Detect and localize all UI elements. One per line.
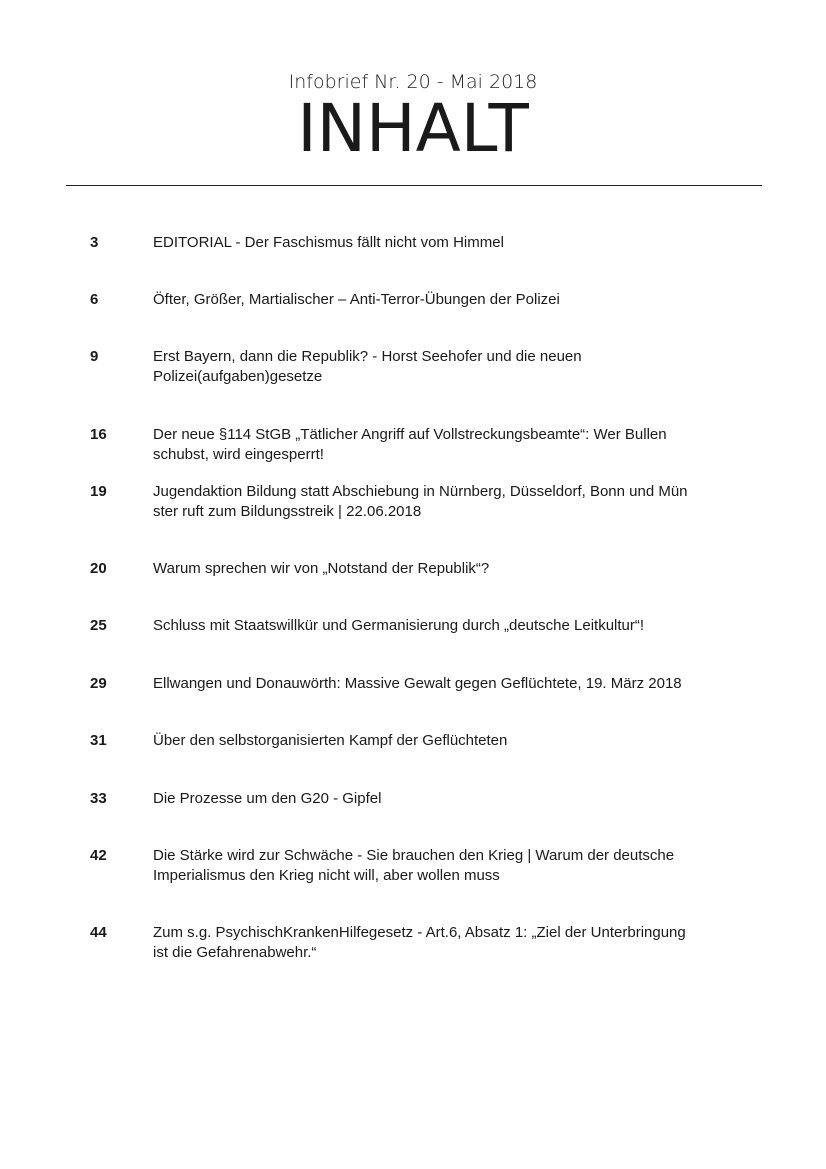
toc-page-number: 6 [90, 291, 99, 308]
issue-subtitle: Infobrief Nr. 20 - Mai 2018 [288, 71, 538, 93]
toc-title-line: Warum sprechen wir von „Notstand der Republik“? [153, 560, 490, 577]
toc-title [153, 482, 738, 522]
toc-title-line: Ellwangen und Donauwörth: Massive Gewalt gegen Geflüchtete, 19. März 2018 [153, 675, 682, 692]
toc-title-line: EDITORIAL - Der Faschismus fällt nicht vom Himmel [153, 234, 504, 251]
toc-title-line: Der neue §114 StGB „Tätlicher Angriff auf Vollstreckungsbeamte“: Wer Bullen [153, 426, 667, 443]
toc-title [153, 347, 738, 387]
toc-title-line: Die Prozesse um den G20 - Gipfel [153, 790, 382, 807]
toc-title [153, 616, 738, 636]
toc-title-line: Erst Bayern, dann die Republik? - Horst Seehofer und die neuen [153, 348, 582, 365]
toc-page-number: 33 [90, 790, 107, 807]
toc-title [153, 290, 738, 310]
toc-page-number: 19 [90, 483, 107, 500]
toc-title-line: Öfter, Größer, Martialischer – Anti-Terror-Übungen der Polizei [153, 291, 560, 308]
page-title: INHALT [297, 90, 529, 167]
toc-page-number: 25 [90, 617, 107, 634]
toc-page-number: 20 [90, 560, 107, 577]
toc-title-line: Jugendaktion Bildung statt Abschiebung in Nürnberg, Düsseldorf, Bonn und Mün [153, 483, 688, 500]
toc-title [153, 789, 738, 809]
toc-title [153, 674, 738, 694]
toc-title-line: Über den selbstorganisierten Kampf der Geflüchteten [153, 732, 508, 749]
toc-page-number: 29 [90, 675, 107, 692]
toc-title [153, 923, 738, 963]
toc-page-number: 16 [90, 426, 107, 443]
toc-page-number: 3 [90, 234, 99, 251]
toc-page-number: 44 [90, 924, 107, 941]
toc-title-line: schubst, wird eingesperrt! [153, 446, 324, 463]
toc-page-number: 31 [90, 732, 107, 749]
toc-title-line: Schluss mit Staatswillkür und Germanisierung durch „deutsche Leitkultur“! [153, 617, 645, 634]
toc-title-line: ist die Gefahrenabwehr.“ [153, 944, 317, 961]
toc-title [153, 731, 738, 751]
toc-page-number: 9 [90, 348, 99, 365]
toc-title [153, 233, 738, 253]
toc-title [153, 559, 738, 579]
toc-title-line: ster ruft zum Bildungsstreik | 22.06.2018 [153, 503, 422, 520]
toc-title [153, 425, 738, 465]
toc-title-line: Polizei(aufgaben)gesetze [153, 368, 323, 385]
toc-title-line: Imperialismus den Krieg nicht will, aber wollen muss [153, 867, 500, 884]
toc-page-number: 42 [90, 847, 107, 864]
toc-title-line: Die Stärke wird zur Schwäche - Sie brauchen den Krieg | Warum der deutsche [153, 847, 675, 864]
toc-title-line: Zum s.g. PsychischKrankenHilfegesetz - Art.6, Absatz 1: „Ziel der Unterbringung [153, 924, 686, 941]
toc-title [153, 846, 738, 886]
